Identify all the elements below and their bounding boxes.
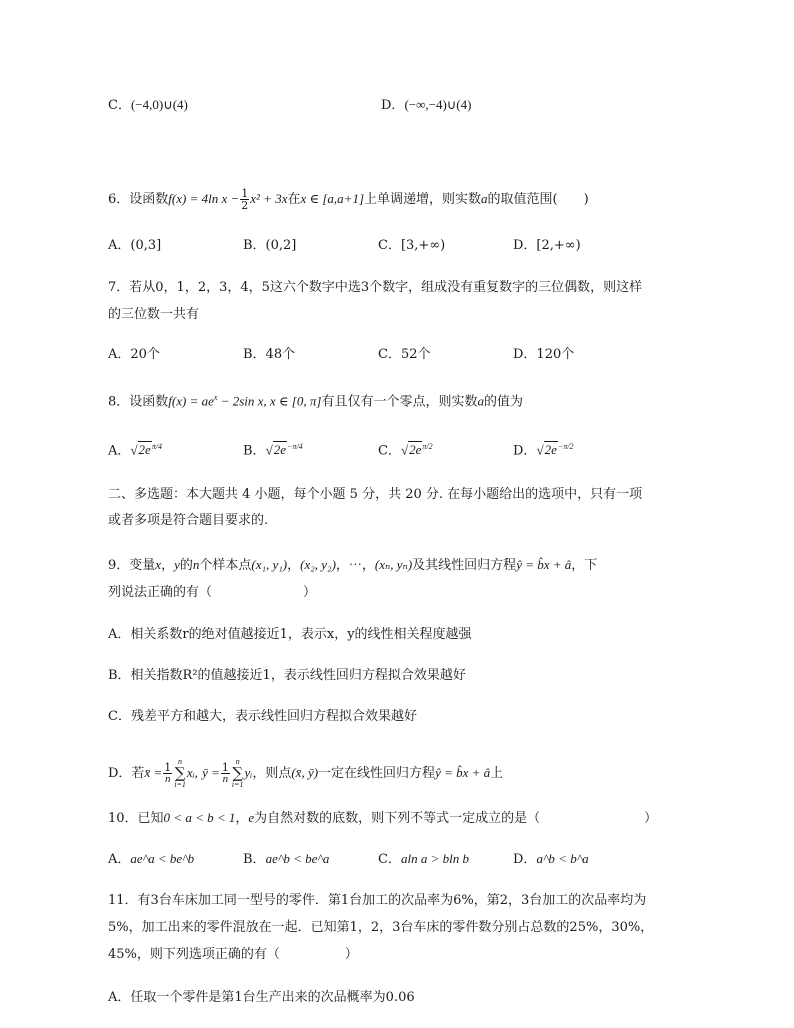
- q11-stem-line1: 11．有3台车床加工同一型号的零件．第1台加工的次品率为6%，第2，3台加工的次品率均为: [108, 893, 647, 908]
- q5-option-d: D．(−∞,−4)∪(4): [381, 97, 472, 113]
- q10-stem: 10．已知0 < a < b < 1，e为自然对数的底数，则下列不等式一定成立的是（ ）: [108, 810, 658, 826]
- q7-option-b: B．48个: [243, 347, 296, 362]
- q9-option-c: C．残差平方和越大，表示线性回归方程拟合效果越好: [108, 709, 417, 724]
- q7-stem-line1: 7．若从0，1，2，3，4，5这六个数字中选3个数字，组成没有重复数字的三位偶数，则这样: [108, 280, 643, 295]
- q7-option-c: C．52个: [378, 347, 431, 362]
- section2-header-line2: 或者多项是符合题目要求的.: [108, 513, 269, 528]
- q8-option-d: D．$√2e^{-\pi/2}$: [513, 442, 574, 459]
- q6-stem: 6．设函数f(x) = 4ln x − $\frac{1}{2}$ x² + 3x在x ∈ [a,a+1]上单调递增，则实数a的取值范围( ): [108, 187, 589, 212]
- q9-stem-line2: 列说法正确的有（ ）: [108, 585, 317, 600]
- q8-stem: 8．设函数$f(x) = ae^x - 2\sin$ x, x ∈ [0, π]有且仅有一个零点，则实数a的值为: [108, 393, 523, 410]
- q9-option-d: D．若x̄ = $\frac{1}{n}$ n ∑ i=1 xᵢ, ȳ = $\frac{1}{n}$ n ∑ i=1 yᵢ，则点(x̄, ȳ)一定在线性回归方程ŷ = b̂x + â上: [108, 757, 504, 789]
- q11-stem-line2: 5%，加工出来的零件混放在一起．已知第1，2，3台车床的零件数分别占总数的25%，30%，: [108, 920, 654, 935]
- q10-option-c: C．aln a > bln b: [378, 851, 469, 867]
- q8-option-c: C．$√2e^{\pi/2}$: [378, 442, 433, 459]
- q6-option-b: B．(0,2]: [243, 238, 297, 253]
- q6-option-a: A．(0,3]: [108, 238, 162, 253]
- q6-fraction: $\frac{1}{2}$: [241, 187, 249, 212]
- q6-option-c: C．[3,+∞): [378, 238, 446, 253]
- q7-option-d: D．120个: [513, 347, 575, 362]
- q7-option-a: A．20个: [108, 347, 160, 362]
- q10-option-b: B．ae^b < be^a: [243, 851, 330, 867]
- q11-option-a: A．任取一个零件是第1台生产出来的次品概率为0.06: [108, 990, 415, 1005]
- q9-stem-line1: 9．变量x，y的n个样本点(x₁, y₁)，(x₂, y₂)，⋯，(xₙ, yₙ)及其线性回归方程ŷ = b̂x + â，下: [108, 557, 598, 573]
- q10-option-a: A．ae^a < be^b: [108, 851, 195, 867]
- q9-option-a: A．相关系数r的绝对值越接近1，表示x，y的线性相关程度越强: [108, 627, 472, 642]
- q8-option-a: A．$√2e^{\pi/4}$: [108, 442, 163, 459]
- q5-option-c: C．(−4,0)∪(4): [108, 97, 188, 113]
- q10-option-d: D．a^b < b^a: [513, 851, 589, 867]
- q8-option-b: B．$√2e^{-\pi/4}$: [243, 442, 303, 459]
- q11-stem-line3: 45%，则下列选项正确的有（ ）: [108, 947, 358, 962]
- section2-header-line1: 二、多选题：本大题共 4 小题，每个小题 5 分，共 20 分. 在每小题给出的选项中，只有一项: [108, 487, 643, 502]
- q7-stem-line2: 的三位数一共有: [108, 307, 200, 322]
- q9-option-b: B．相关指数R²的值越接近1，表示线性回归方程拟合效果越好: [108, 668, 466, 683]
- q6-option-d: D．[2,+∞): [513, 238, 581, 253]
